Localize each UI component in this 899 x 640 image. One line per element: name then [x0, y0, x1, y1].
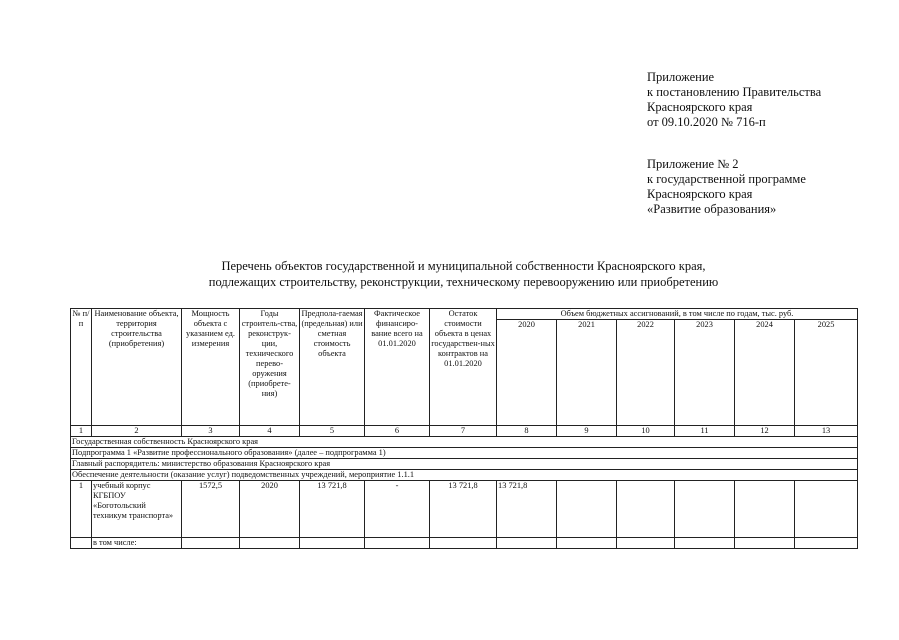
- program-appendix-line-2: к государственной программе: [647, 172, 806, 186]
- column-number-row: [71, 426, 858, 437]
- section-row: [71, 470, 858, 481]
- header-year-2025: 2025: [795, 320, 858, 426]
- cell-empty: [497, 538, 557, 549]
- cell-capacity: 1572,5: [182, 481, 240, 538]
- decree-appendix-line-3: Красноярского края: [647, 100, 753, 114]
- objects-table: [70, 308, 858, 549]
- header-years: Годы строитель-ства, реконструк-ции, технического перево-оружения (приобрете-ния): [240, 309, 300, 426]
- column-number: 5: [300, 426, 365, 437]
- cell-empty: [557, 538, 617, 549]
- cell-empty: [735, 538, 795, 549]
- column-number: 11: [675, 426, 735, 437]
- program-appendix-line-1: Приложение № 2: [647, 157, 739, 171]
- cell-empty: [300, 538, 365, 549]
- header-year-2024: 2024: [735, 320, 795, 426]
- cell-year-2025: [795, 481, 858, 538]
- header-name: Наименование объекта, территория строительства (приобретения): [92, 309, 182, 426]
- section-activity: Обеспечение деятельности (оказание услуг) подведомственных учреждений, мероприятие 1.1.1: [71, 470, 858, 481]
- section-row: [71, 448, 858, 459]
- header-remaining-cost: Остаток стоимости объекта в ценах государствен-ных контрактов на 01.01.2020: [430, 309, 497, 426]
- cell-year-2020: 13 721,8: [497, 481, 557, 538]
- cell-year-2022: [617, 481, 675, 538]
- cell-object-name: учебный корпус КГБПОУ «Боготольский техникум транспорта»: [92, 481, 182, 538]
- cell-years: 2020: [240, 481, 300, 538]
- column-number: 1: [71, 426, 92, 437]
- header-year-2020: 2020: [497, 320, 557, 426]
- cell-empty: [617, 538, 675, 549]
- cell-year-2021: [557, 481, 617, 538]
- cell-empty: [675, 538, 735, 549]
- cell-year-2023: [675, 481, 735, 538]
- program-appendix-block: [647, 157, 806, 217]
- cell-actual-financing: -: [365, 481, 430, 538]
- decree-appendix-block: [647, 70, 821, 130]
- cell-year-2024: [735, 481, 795, 538]
- column-number: 6: [365, 426, 430, 437]
- decree-appendix-line-1: Приложение: [647, 70, 715, 84]
- column-number: 12: [735, 426, 795, 437]
- column-number: 3: [182, 426, 240, 437]
- header-budget-volume: Объем бюджетных ассигнований, в том числе по годам, тыс. руб.: [497, 309, 858, 320]
- program-appendix-line-3: Красноярского края: [647, 187, 753, 201]
- cell-empty: [71, 538, 92, 549]
- header-num: № п/п: [71, 309, 92, 426]
- column-number: 13: [795, 426, 858, 437]
- column-number: 2: [92, 426, 182, 437]
- header-year-2021: 2021: [557, 320, 617, 426]
- column-number: 4: [240, 426, 300, 437]
- header-estimated-cost: Предпола-гаемая (предельная) или сметная стоимость объекта: [300, 309, 365, 426]
- column-number: 7: [430, 426, 497, 437]
- document-title: [70, 258, 857, 290]
- header-year-2023: 2023: [675, 320, 735, 426]
- cell-estimated-cost: 13 721,8: [300, 481, 365, 538]
- header-capacity: Мощность объекта с указанием ед. измерения: [182, 309, 240, 426]
- table-row: [71, 481, 858, 538]
- column-number: 10: [617, 426, 675, 437]
- column-number: 9: [557, 426, 617, 437]
- section-ownership: Государственная собственность Красноярского края: [71, 437, 858, 448]
- section-subprogram: Подпрограмма 1 «Развитие профессионального образования» (далее – подпрограмма 1): [71, 448, 858, 459]
- table-header-row: [71, 309, 858, 320]
- section-row: [71, 459, 858, 470]
- section-row: [71, 437, 858, 448]
- section-chief-administrator: Главный распорядитель: министерство образования Красноярского края: [71, 459, 858, 470]
- program-appendix-line-4: «Развитие образования»: [647, 202, 777, 216]
- cell-empty: [240, 538, 300, 549]
- cell-empty: [182, 538, 240, 549]
- cell-empty: [365, 538, 430, 549]
- header-actual-financing: Фактическое финансиро-вание всего на 01.01.2020: [365, 309, 430, 426]
- column-number: 8: [497, 426, 557, 437]
- document-title-line-2: подлежащих строительству, реконструкции, техническому перевооружению или приобретению: [208, 275, 719, 289]
- decree-appendix-line-4: от 09.10.2020 № 716-п: [647, 115, 766, 129]
- document-title-line-1: Перечень объектов государственной и муниципальной собственности Красноярского края,: [221, 259, 706, 273]
- cell-including-label: в том числе:: [92, 538, 182, 549]
- table-row: [71, 538, 858, 549]
- decree-appendix-line-2: к постановлению Правительства: [647, 85, 822, 99]
- cell-num: 1: [71, 481, 92, 538]
- cell-empty: [430, 538, 497, 549]
- cell-remaining-cost: 13 721,8: [430, 481, 497, 538]
- header-year-2022: 2022: [617, 320, 675, 426]
- cell-empty: [795, 538, 858, 549]
